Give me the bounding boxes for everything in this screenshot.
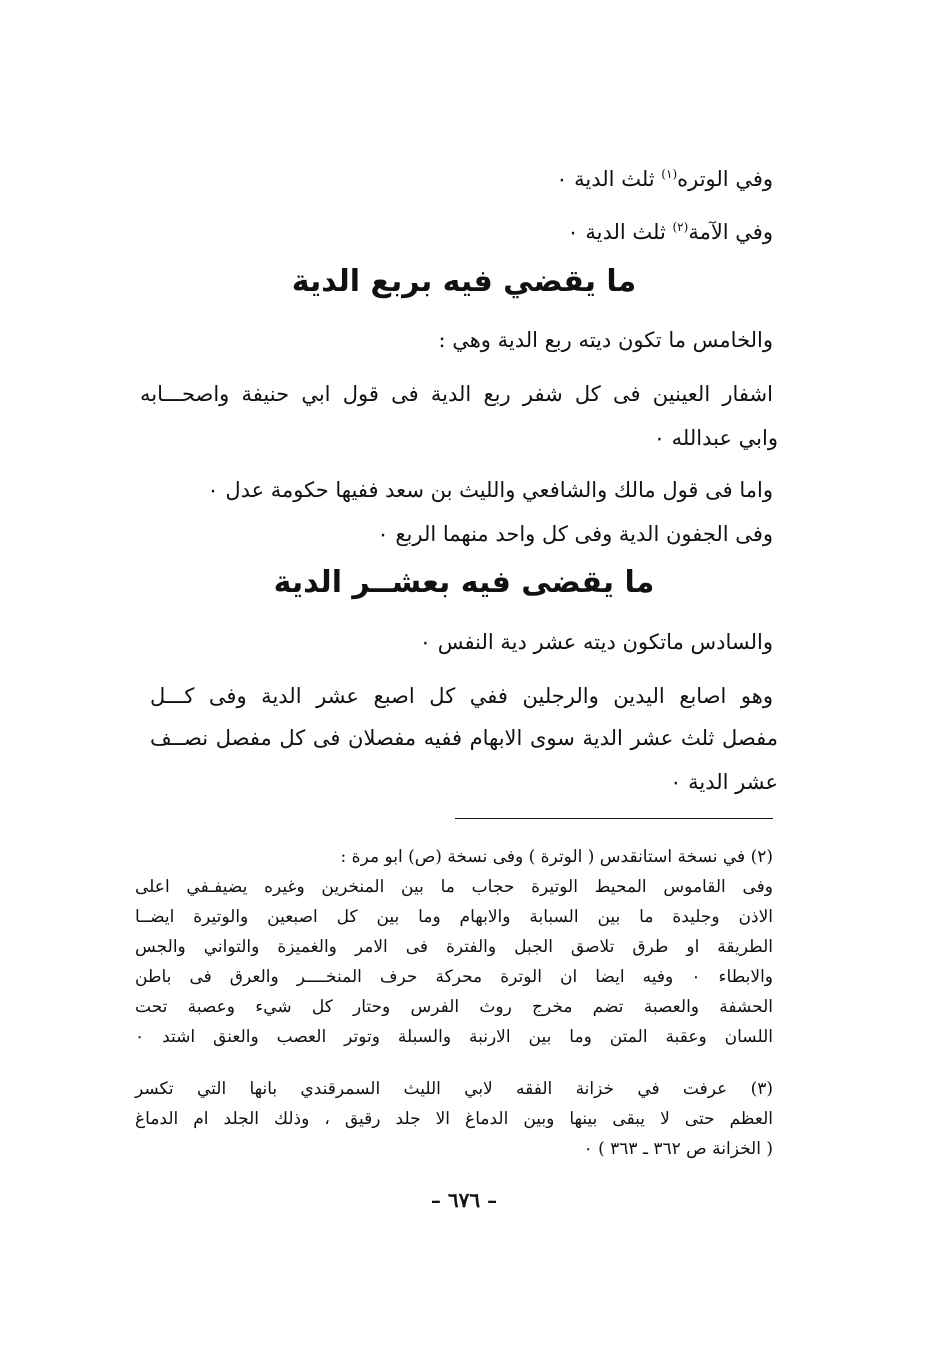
paragraph-fingers-line2: مفصل ثلث عشر الدية سوى الابهام ففيه مفصلان فى كل مفصل نصــف [150, 726, 778, 750]
text-witr: وفي الوتره [677, 167, 773, 191]
paragraph-eyelashes-line2: وابي عبدالله ٠ [653, 426, 778, 450]
footnote-3-line1: (٣) عرفت في خزانة الفقه لابي الليث السمرقندي بانها التي تكسر [135, 1079, 773, 1099]
footnote-3-line3: ( الخزانة ص ٣٦٢ ـ ٣٦٣ ) ٠ [583, 1139, 773, 1159]
footnote-2-line2: وفى القاموس المحيط الوتيرة حجاب ما بين المنخرين وغيره يضيفـفي اعلى [135, 877, 773, 897]
footnote-2-line1: (٢) في نسخة استانقدس ( الوترة ) وفى نسخة (ص) ابو مرة : [340, 847, 773, 867]
paragraph-sixth: والسادس ماتكون ديته عشر دية النفس ٠ [419, 630, 773, 654]
footnote-separator [455, 818, 773, 819]
body-line-amma [150, 218, 773, 246]
paragraph-fingers-line1: وهو اصابع اليدين والرجلين ففي كل اصبع عشر الدية وفى كـــل [150, 684, 773, 708]
text-amma: وفي الآمة [688, 220, 773, 244]
footnote-2-line4: الطريقة او طرق تلاصق الجبل والفترة فى الامر والغميزة والتواني والجس [135, 937, 773, 957]
body-line-witr [150, 165, 773, 193]
footnote-ref-2: (٢) [672, 220, 689, 234]
footnote-2-line3: الاذن وجليدة ما بين السبابة والابهام وما بين كل اصبعين والوتيرة ايضــا [135, 907, 773, 927]
footnote-2-line5: والابطاء ٠ وفيه ايضا ان الوترة محركة حرف المنخــــر والعرق فى باطن [135, 967, 774, 987]
paragraph-eyelids: وفى الجفون الدية وفى كل واحد منهما الربع ٠ [377, 522, 773, 546]
footnote-2-line7: اللسان وعقبة المتن وما بين الارنبة والسبلة وتوتر العصب والعنق اشتد ٠ [135, 1027, 773, 1047]
paragraph-fingers-line3: عشر الدية ٠ [670, 770, 778, 794]
paragraph-eyelashes-line1: اشفار العينين فى كل شفر ربع الدية فى قول ابي حنيفة واصحـــابه [140, 382, 773, 406]
section-heading-quarter: ما يقضي فيه بربع الدية [291, 264, 637, 299]
footnote-ref-1: (١) [661, 167, 678, 181]
paragraph-malik: واما فى قول مالك والشافعي والليث بن سعد ففيها حكومة عدل ٠ [207, 478, 773, 502]
section-heading-tenth: ما يقضى فيه بعشــر الدية [273, 565, 655, 600]
page-number: – ٦٧٦ – [430, 1188, 498, 1212]
footnote-2-line6: الحشفة والعصبة تضم مخرج روث الفرس وحتار كل شيء وعصبة تحت [135, 997, 773, 1017]
text-amma-end: ثلث الدية ٠ [567, 220, 673, 244]
footnote-3-line2: العظم حتى لا يبقى بينها وبين الدماغ الا جلد رقيق ، وذلك الجلد ام الدماغ [135, 1109, 773, 1129]
paragraph-fifth: والخامس ما تكون ديته ربع الدية وهي : [438, 328, 773, 352]
text-witr-end: ثلث الدية ٠ [556, 167, 662, 191]
